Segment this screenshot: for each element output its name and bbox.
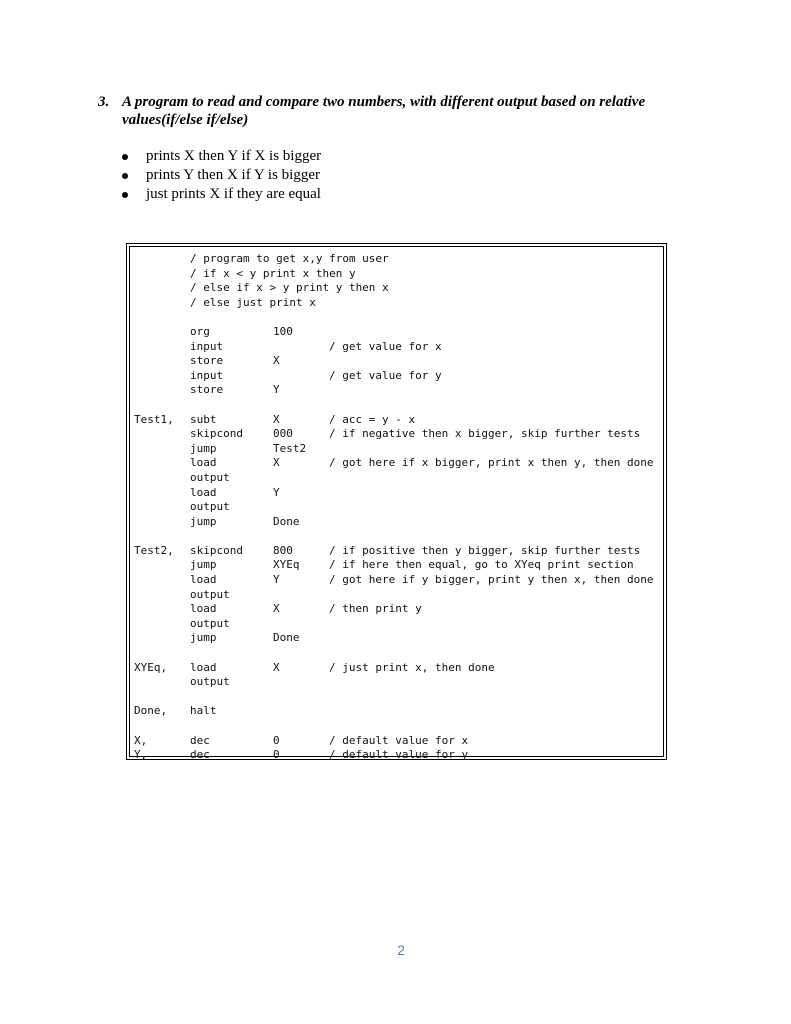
code-comment: / just print x, then done — [329, 660, 495, 674]
code-opcode: load — [190, 485, 217, 499]
code-opcode: subt — [190, 412, 217, 426]
list-item-text: just prints X if they are equal — [146, 186, 321, 202]
list-item — [120, 166, 321, 185]
code-comment: / acc = y - x — [329, 412, 416, 426]
bullet-icon — [122, 154, 128, 160]
code-opcode: jump — [190, 441, 217, 455]
section-heading — [98, 93, 678, 129]
code-comment: / default value for y — [329, 748, 469, 762]
code-operand: X — [273, 602, 280, 616]
code-operand: XYEq — [273, 558, 300, 572]
requirements-list — [120, 147, 321, 204]
code-comment: / get value for y — [329, 368, 442, 382]
code-comment: / got here if y bigger, print y then x, then done — [329, 573, 654, 587]
section-title: A program to read and compare two numbers, with different output based on relative values(if/else if/else) — [122, 94, 646, 128]
code-opcode: dec — [190, 748, 210, 762]
code-comment: / got here if x bigger, print x then y, then done — [329, 456, 654, 470]
list-item — [120, 147, 321, 166]
code-operand: X — [273, 412, 280, 426]
code-opcode: output — [190, 500, 230, 514]
code-comment: / if negative then x bigger, skip further tests — [329, 427, 641, 441]
code-opcode: input — [190, 368, 224, 382]
code-opcode: load — [190, 456, 217, 470]
code-opcode: output — [190, 616, 230, 630]
code-comment: / then print y — [329, 602, 422, 616]
code-label: Y, — [134, 748, 148, 762]
list-item-text: prints Y then X if Y is bigger — [146, 167, 321, 183]
code-opcode: skipcond — [190, 543, 243, 557]
code-opcode: dec — [190, 733, 210, 747]
code-opcode: input — [190, 339, 224, 353]
code-comment: / else if x > y print y then x — [190, 281, 389, 295]
code-opcode: output — [190, 587, 230, 601]
code-opcode: store — [190, 354, 224, 368]
code-opcode: load — [190, 602, 217, 616]
bullet-icon — [122, 173, 128, 179]
code-comment: / if here then equal, go to XYeq print section — [329, 558, 634, 572]
code-comment: / else just print x — [190, 295, 316, 309]
code-opcode: jump — [190, 558, 217, 572]
code-opcode: halt — [190, 704, 217, 718]
code-operand: 0 — [273, 733, 280, 747]
code-listing-box — [126, 243, 667, 760]
code-operand: 100 — [273, 324, 293, 338]
code-opcode: output — [190, 470, 230, 484]
code-operand: Y — [273, 573, 280, 587]
bullet-icon — [122, 192, 128, 198]
code-label: Test2, — [134, 543, 174, 557]
code-opcode: load — [190, 660, 217, 674]
code-opcode: output — [190, 675, 230, 689]
code-label: Test1, — [134, 412, 174, 426]
code-operand: X — [273, 456, 280, 470]
code-comment: / program to get x,y from user — [190, 252, 389, 265]
code-operand: X — [273, 660, 280, 674]
page-number: 2 — [397, 942, 405, 958]
code-comment: / default value for x — [329, 733, 469, 747]
code-opcode: org — [190, 324, 210, 338]
section-number: 3. — [98, 94, 110, 110]
code-operand: Done — [273, 631, 300, 645]
code-operand: Done — [273, 514, 300, 528]
code-listing-inner-frame — [129, 246, 664, 762]
code-opcode: jump — [190, 514, 217, 528]
code-opcode: store — [190, 383, 224, 397]
code-label: Done, — [134, 704, 168, 718]
code-label: X, — [134, 733, 148, 747]
list-item-text: prints X then Y if X is bigger — [146, 148, 322, 164]
code-operand: 000 — [273, 427, 293, 441]
list-item — [120, 185, 321, 204]
code-comment: / if x < y print x then y — [190, 266, 356, 280]
code-comment: / get value for x — [329, 339, 442, 353]
code-label: XYEq, — [134, 660, 168, 674]
code-operand: 0 — [273, 748, 280, 762]
code-opcode: load — [190, 573, 217, 587]
code-comment: / if positive then y bigger, skip further tests — [329, 543, 641, 557]
code-operand: Y — [273, 485, 280, 499]
code-operand: Y — [273, 383, 280, 397]
code-opcode: skipcond — [190, 427, 243, 441]
code-operand: X — [273, 354, 280, 368]
code-opcode: jump — [190, 631, 217, 645]
code-operand: Test2 — [273, 441, 307, 455]
code-operand: 800 — [273, 543, 293, 557]
